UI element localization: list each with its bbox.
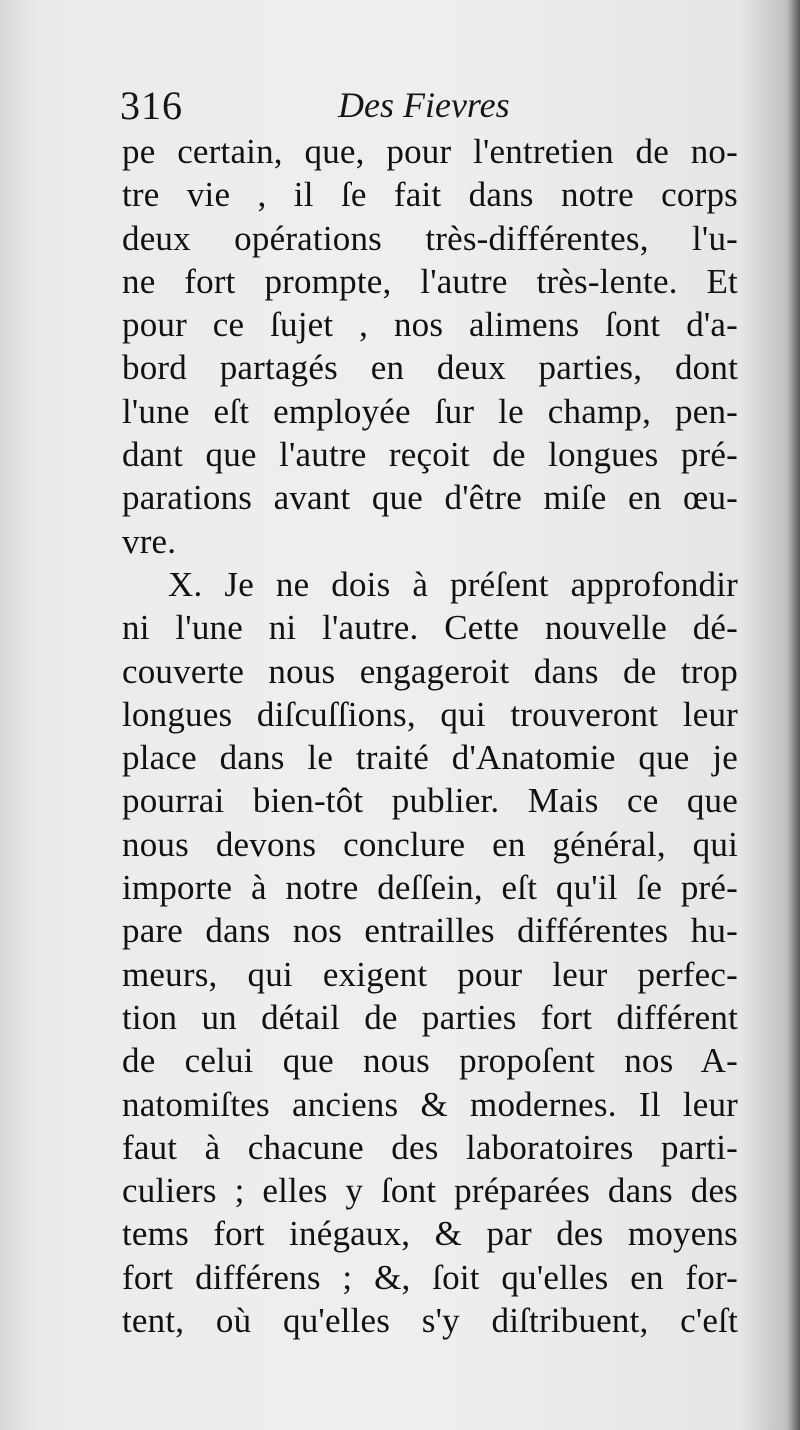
text-line: meurs, qui exigent pour leur perfec- xyxy=(122,954,738,994)
running-head: Des Fievres xyxy=(338,85,510,125)
text-line: faut à chacune des laboratoires parti- xyxy=(122,1127,738,1167)
text-line: bord partagés en deux parties, dont xyxy=(122,348,738,388)
text-line: pourrai bien-tôt publier. Mais ce que xyxy=(122,781,738,821)
text-line: longues diſcuſſions, qui trouveront leur xyxy=(122,694,738,734)
text-line: de celui que nous propoſent nos A- xyxy=(122,1041,738,1081)
text-line: tion un détail de parties fort différent xyxy=(122,997,738,1037)
text-line: X. Je ne dois à préſent approfondir xyxy=(168,564,738,604)
text-line: culiers ; elles y ſont préparées dans des xyxy=(122,1171,738,1211)
text-line: nous devons conclure en général, qui xyxy=(122,824,738,864)
page-edge-shadow xyxy=(786,0,800,1430)
page-number: 316 xyxy=(120,83,183,128)
text-line: tent, où qu'elles s'y diſtribuent, c'eſt xyxy=(122,1301,738,1341)
text-line: fort différens ; &, ſoit qu'elles en for- xyxy=(122,1257,738,1297)
text-line: vre. xyxy=(122,521,177,561)
text-line: tre vie , il ſe fait dans notre corps xyxy=(122,175,738,215)
text-line: tems fort inégaux, & par des moyens xyxy=(122,1214,738,1254)
body-text xyxy=(122,130,738,1342)
text-line: importe à notre deſſein, eſt qu'il ſe pré- xyxy=(122,868,738,908)
text-line: pe certain, que, pour l'entretien de no- xyxy=(122,132,738,171)
text-line: dant que l'autre reçoit de longues pré- xyxy=(122,435,738,475)
text-line: place dans le traité d'Anatomie que je xyxy=(122,738,738,778)
text-line: natomiſtes anciens & modernes. Il leur xyxy=(122,1084,738,1124)
text-line: deux opérations très-différentes, l'u- xyxy=(122,218,738,258)
page-header xyxy=(120,82,740,132)
text-line: l'une eſt employée ſur le champ, pen- xyxy=(122,391,738,431)
text-line: pour ce ſujet , nos alimens ſont d'a- xyxy=(122,305,738,345)
text-line: couverte nous engageroit dans de trop xyxy=(122,651,738,691)
text-line: parations avant que d'être miſe en œu- xyxy=(122,478,738,518)
text-line: pare dans nos entrailles différentes hu- xyxy=(122,911,738,951)
paragraph-2 xyxy=(122,563,738,1342)
paragraph-1 xyxy=(122,130,738,563)
text-line: ni l'une ni l'autre. Cette nouvelle dé- xyxy=(122,608,738,648)
text-line: ne fort prompte, l'autre très-lente. Et xyxy=(122,261,738,301)
